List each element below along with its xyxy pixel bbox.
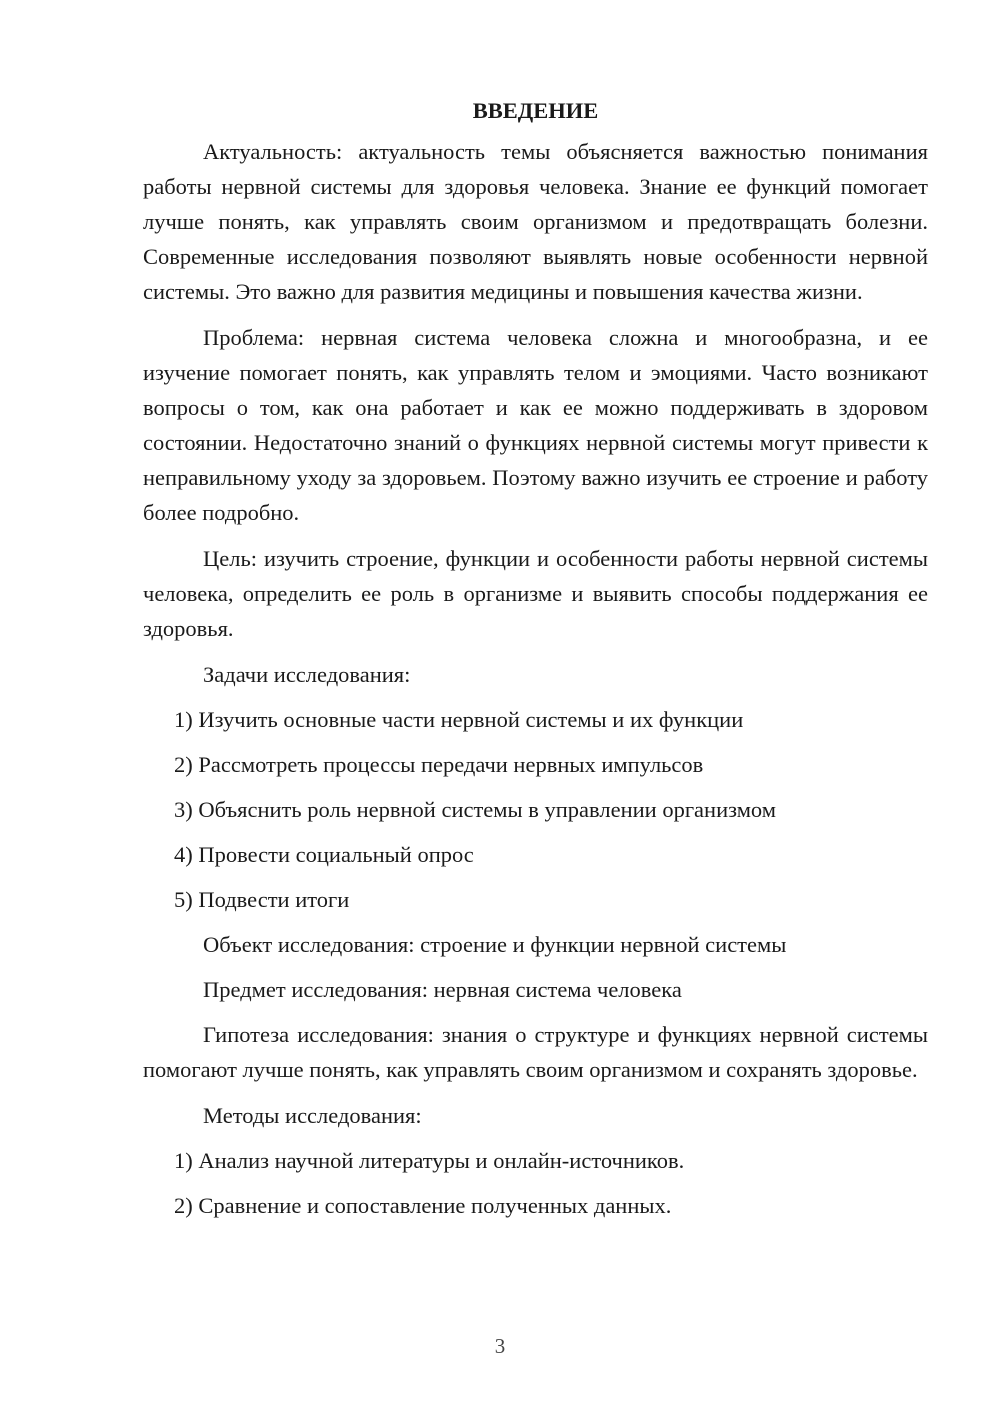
task-item-5: 5) Подвести итоги xyxy=(174,887,350,912)
task-item-3: 3) Объяснить роль нервной системы в управлении организмом xyxy=(174,797,776,822)
tasks-heading: Задачи исследования: xyxy=(203,662,411,687)
problem-paragraph: Проблема: нервная система человека сложна и многообразна, и ее изучение помогает понять, как управлять телом и эмоциями. Часто возникают вопросы о том, как она работает и как ее можно поддерживать в здоровом состоянии. Недостаточно знаний о функциях нервной системы могут привести к неправильному уходу за здоровьем. Поэтому важно изучить ее строение и работу более подробно. xyxy=(143,325,928,525)
task-item-1: 1) Изучить основные части нервной системы и их функции xyxy=(174,707,744,732)
page-number: 3 xyxy=(494,1334,506,1358)
document-page xyxy=(143,96,928,1233)
object-line: Объект исследования: строение и функции нервной системы xyxy=(203,932,787,957)
method-item-1: 1) Анализ научной литературы и онлайн-источников. xyxy=(174,1148,685,1173)
method-item-2: 2) Сравнение и сопоставление полученных данных. xyxy=(174,1193,672,1218)
subject-line: Предмет исследования: нервная система человека xyxy=(203,977,682,1002)
hypothesis-paragraph: Гипотеза исследования: знания о структуре и функциях нервной системы помогают лучше понять, как управлять своим организмом и сохранять здоровье. xyxy=(143,1022,928,1082)
task-item-2: 2) Рассмотреть процессы передачи нервных импульсов xyxy=(174,752,704,777)
relevance-paragraph: Актуальность: актуальность темы объясняется важностью понимания работы нервной системы для здоровья человека. Знание ее функций помогает лучше понять, как управлять своим организмом и предотвращать болезни. Современные исследования позволяют выявлять новые особенности нервной системы. Это важно для развития медицины и повышения качества жизни. xyxy=(143,139,928,304)
goal-paragraph: Цель: изучить строение, функции и особенности работы нервной системы человека, определить ее роль в организме и выявить способы поддержания ее здоровья. xyxy=(143,546,928,641)
section-title: ВВЕДЕНИЕ xyxy=(472,98,599,123)
methods-heading: Методы исследования: xyxy=(203,1103,422,1128)
task-item-4: 4) Провести социальный опрос xyxy=(174,842,474,867)
